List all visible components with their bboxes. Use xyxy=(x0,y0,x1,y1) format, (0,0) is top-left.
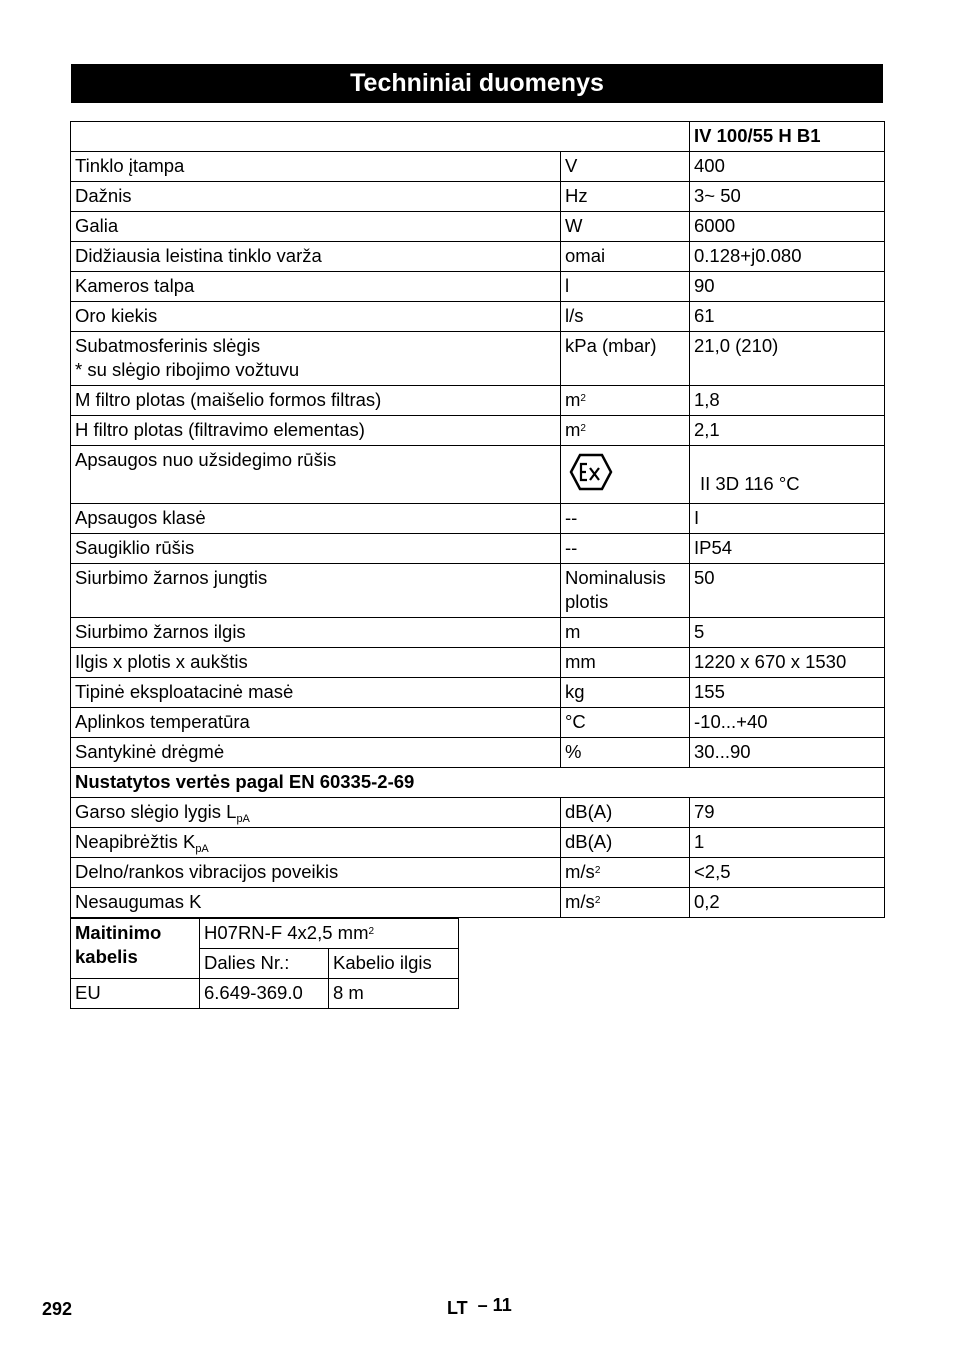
page-title: Techniniai duomenys xyxy=(71,64,883,103)
spec-value: 3~ 50 xyxy=(690,182,885,212)
specs-table xyxy=(70,121,885,918)
spec-label: Delno/rankos vibracijos poveikis xyxy=(71,858,561,888)
spec-label: Oro kiekis xyxy=(71,302,561,332)
table-row xyxy=(71,446,885,504)
spec-value: 61 xyxy=(690,302,885,332)
spec-value: 2,1 xyxy=(690,416,885,446)
spec-label-note: * su slėgio ribojimo vožtuvu xyxy=(75,359,300,380)
model-name: IV 100/55 H B1 xyxy=(690,122,885,152)
table-row xyxy=(71,648,885,678)
spec-label: Didžiausia leistina tinklo varža xyxy=(71,242,561,272)
table-row xyxy=(71,798,885,828)
table-row xyxy=(71,564,885,618)
spec-label-line: Subatmosferinis slėgis xyxy=(75,335,261,356)
unit-text-line2: plotis xyxy=(565,591,609,612)
spec-label: Galia xyxy=(71,212,561,242)
spec-value: 50 xyxy=(690,564,885,618)
spec-unit: V xyxy=(561,152,690,182)
spec-value: 0,2 xyxy=(690,888,885,918)
unit-text: m xyxy=(565,389,581,410)
spec-unit: kPa (mbar) xyxy=(561,332,690,386)
spec-label: Tinklo įtampa xyxy=(71,152,561,182)
spec-unit: dB(A) xyxy=(561,798,690,828)
table-row xyxy=(71,534,885,564)
label-text: Neapibrėžtis K xyxy=(75,831,196,852)
cable-part-number: 6.649-369.0 xyxy=(200,979,329,1009)
spec-label: Santykinė drėgmė xyxy=(71,738,561,768)
spec-unit: °C xyxy=(561,708,690,738)
spec-value xyxy=(690,446,885,504)
label-subscript: pA xyxy=(236,813,250,825)
explosion-protection-icon xyxy=(569,452,613,498)
spec-value: 155 xyxy=(690,678,885,708)
unit-text: m xyxy=(565,419,581,440)
unit-text: m/s xyxy=(565,891,595,912)
spec-unit: % xyxy=(561,738,690,768)
spec-label: Apsaugos nuo užsidegimo rūšis xyxy=(71,446,561,504)
spec-value: I xyxy=(690,504,885,534)
spec-label xyxy=(71,828,561,858)
section-header: Nustatytos vertės pagal EN 60335-2-69 xyxy=(71,768,885,798)
cable-length: 8 m xyxy=(329,979,459,1009)
cable-header-line: Maitinimo xyxy=(75,922,162,943)
unit-superscript: 2 xyxy=(594,895,601,906)
table-row xyxy=(71,122,885,152)
unit-superscript: 2 xyxy=(580,393,586,404)
spec-value-text: II 3D 116 °C xyxy=(700,473,800,494)
spec-label: Ilgis x plotis x aukštis xyxy=(71,648,561,678)
table-row xyxy=(71,979,459,1009)
table-row xyxy=(71,302,885,332)
table-row xyxy=(71,212,885,242)
spec-value: 400 xyxy=(690,152,885,182)
table-cell xyxy=(71,122,690,152)
spec-value: <2,5 xyxy=(690,858,885,888)
footer-section xyxy=(447,1295,512,1319)
spec-value: 1 xyxy=(690,828,885,858)
table-row xyxy=(71,618,885,648)
page-number: 292 xyxy=(42,1299,73,1319)
spec-label xyxy=(71,798,561,828)
spec-value: 79 xyxy=(690,798,885,828)
spec-unit: m xyxy=(561,618,690,648)
table-row xyxy=(71,888,885,918)
unit-text: Nominalusis xyxy=(565,567,666,588)
spec-unit xyxy=(561,888,690,918)
spec-value: 21,0 (210) xyxy=(690,332,885,386)
cable-header-line: kabelis xyxy=(75,946,138,967)
spec-label: Tipinė eksploatacinė masė xyxy=(71,678,561,708)
spec-unit xyxy=(561,564,690,618)
spec-unit: mm xyxy=(561,648,690,678)
cable-type-text: H07RN-F 4x2,5 mm xyxy=(204,922,369,943)
table-row xyxy=(71,504,885,534)
footer-lang: LT xyxy=(447,1298,468,1318)
table-row xyxy=(71,416,885,446)
table-row xyxy=(71,152,885,182)
table-row xyxy=(71,708,885,738)
spec-unit: -- xyxy=(561,534,690,564)
table-row xyxy=(71,182,885,212)
table-row xyxy=(71,678,885,708)
footer-section-page: – 11 xyxy=(477,1295,512,1315)
spec-value: 0.128+j0.080 xyxy=(690,242,885,272)
cable-region: EU xyxy=(71,979,200,1009)
unit-superscript: 2 xyxy=(594,865,601,876)
spec-label: Nesaugumas K xyxy=(71,888,561,918)
table-row xyxy=(71,272,885,302)
spec-value: -10...+40 xyxy=(690,708,885,738)
spec-label: Dažnis xyxy=(71,182,561,212)
table-row xyxy=(71,386,885,416)
spec-unit: -- xyxy=(561,504,690,534)
spec-value: 1,8 xyxy=(690,386,885,416)
spec-label xyxy=(71,332,561,386)
table-row xyxy=(71,768,885,798)
spec-label: Siurbimo žarnos jungtis xyxy=(71,564,561,618)
spec-value: 30...90 xyxy=(690,738,885,768)
cable-type xyxy=(200,919,459,949)
spec-label: H filtro plotas (filtravimo elementas) xyxy=(71,416,561,446)
spec-label: Aplinkos temperatūra xyxy=(71,708,561,738)
cable-table xyxy=(70,918,459,1009)
spec-unit: kg xyxy=(561,678,690,708)
table-row xyxy=(71,738,885,768)
spec-unit: W xyxy=(561,212,690,242)
spec-label: Apsaugos klasė xyxy=(71,504,561,534)
label-text: Garso slėgio lygis L xyxy=(75,801,237,822)
label-subscript: pA xyxy=(195,843,209,855)
spec-unit: l/s xyxy=(561,302,690,332)
spec-label: Kameros talpa xyxy=(71,272,561,302)
table-row xyxy=(71,858,885,888)
spec-value: 90 xyxy=(690,272,885,302)
cable-header xyxy=(71,919,200,979)
unit-superscript: 2 xyxy=(368,926,375,937)
spec-label: Saugiklio rūšis xyxy=(71,534,561,564)
spec-unit: dB(A) xyxy=(561,828,690,858)
spec-unit: l xyxy=(561,272,690,302)
table-row xyxy=(71,919,459,949)
spec-unit xyxy=(561,446,690,504)
spec-value: 1220 x 670 x 1530 xyxy=(690,648,885,678)
spec-value: 6000 xyxy=(690,212,885,242)
spec-value: 5 xyxy=(690,618,885,648)
table-row xyxy=(71,332,885,386)
spec-unit: Hz xyxy=(561,182,690,212)
spec-unit xyxy=(561,858,690,888)
spec-value: IP54 xyxy=(690,534,885,564)
column-header-length: Kabelio ilgis xyxy=(329,949,459,979)
spec-unit: omai xyxy=(561,242,690,272)
spec-unit xyxy=(561,386,690,416)
unit-text: m/s xyxy=(565,861,595,882)
unit-superscript: 2 xyxy=(580,423,586,434)
column-header-part: Dalies Nr.: xyxy=(200,949,329,979)
table-row xyxy=(71,242,885,272)
spec-unit xyxy=(561,416,690,446)
spec-label: Siurbimo žarnos ilgis xyxy=(71,618,561,648)
table-row xyxy=(71,828,885,858)
spec-label: M filtro plotas (maišelio formos filtras) xyxy=(71,386,561,416)
